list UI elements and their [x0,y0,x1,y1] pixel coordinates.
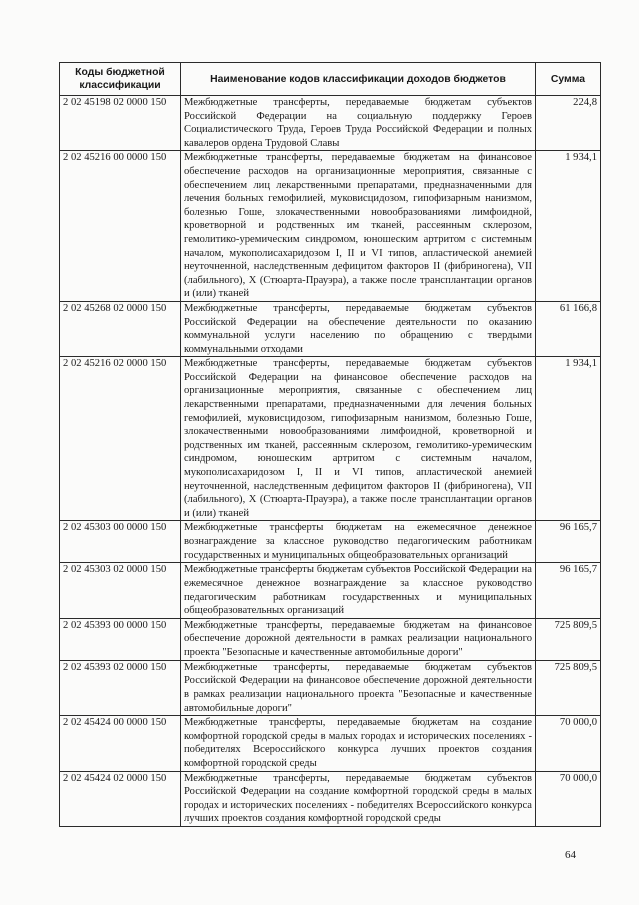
row-name: Межбюджетные трансферты бюджетам субъектов Российской Федерации на ежемесячное денежное вознаграждение за классное руководство педагогическим работникам государственных и муниципальных общеобразовательных организаций [181,563,536,618]
row-code: 2 02 45424 02 0000 150 [60,771,181,826]
row-code: 2 02 45198 02 0000 150 [60,96,181,151]
row-sum: 61 166,8 [536,301,601,356]
table-row [60,618,601,660]
row-name: Межбюджетные трансферты, передаваемые бюджетам на финансовое обеспечение дорожной деятельности в рамках реализации национального проекта "Безопасные и качественные автомобильные дороги" [181,618,536,660]
page-number: 64 [565,849,576,861]
table-row [60,716,601,771]
row-name: Межбюджетные трансферты, передаваемые бюджетам субъектов Российской Федерации на социальную поддержку Героев Социалистического Труда, Героев Труда Российской Федерации и полных кавалеров ордена Трудовой Славы [181,96,536,151]
table-row [60,563,601,618]
row-code: 2 02 45393 00 0000 150 [60,618,181,660]
row-sum: 70 000,0 [536,771,601,826]
table-row [60,521,601,563]
row-code: 2 02 45424 00 0000 150 [60,716,181,771]
row-name: Межбюджетные трансферты, передаваемые бюджетам субъектов Российской Федерации на создание комфортной городской среды в малых городах и исторических поселениях - победителях Всероссийского конкурса лучших проектов создания комфортной городской среды [181,771,536,826]
row-sum: 96 165,7 [536,521,601,563]
table-header-row [60,63,601,96]
row-name: Межбюджетные трансферты, передаваемые бюджетам субъектов Российской Федерации на финансовое обеспечение расходов на организационные мероприятия, связанные с обеспечением лиц лекарственными препаратами, предназначенными для лечения больных гемофилией, муковисцидозом, гипофизарным нанизмом, болезнью Гоше, злокачественными новообразованиями лимфоидной, кроветворной и родственных им тканей, рассеянным склерозом, гемолитико-уремическим синдромом, юношеским артритом с системным началом, мукополисахаридозом I, II и VI типов, апластической анемией неуточненной, наследственным дефицитом факторов II (фибриногена), VII (лабильного), X (Стюарта-Прауэра), а также после трансплантации органов и (или) тканей [181,357,536,521]
header-name: Наименование кодов классификации доходов бюджетов [181,63,536,96]
row-sum: 1 934,1 [536,357,601,521]
row-code: 2 02 45268 02 0000 150 [60,301,181,356]
row-name: Межбюджетные трансферты, передаваемые бюджетам субъектов Российской Федерации на финансовое обеспечение дорожной деятельности в рамках реализации национального проекта "Безопасные и качественные автомобильные дороги" [181,660,536,715]
header-code: Коды бюджетной классификации [60,63,181,96]
row-code: 2 02 45216 02 0000 150 [60,357,181,521]
table-row [60,96,601,151]
row-name: Межбюджетные трансферты бюджетам на ежемесячное денежное вознаграждение за классное руководство педагогическим работникам государственных и муниципальных общеобразовательных организаций [181,521,536,563]
table-row [60,357,601,521]
row-sum: 725 809,5 [536,660,601,715]
table-row [60,771,601,826]
table-row [60,660,601,715]
row-sum: 96 165,7 [536,563,601,618]
row-code: 2 02 45303 00 0000 150 [60,521,181,563]
budget-revenue-table [59,62,601,827]
row-code: 2 02 45393 02 0000 150 [60,660,181,715]
table-row [60,301,601,356]
row-name: Межбюджетные трансферты, передаваемые бюджетам на создание комфортной городской среды в малых городах и исторических поселениях - победителях Всероссийского конкурса лучших проектов создания комфортной городской среды [181,716,536,771]
row-name: Межбюджетные трансферты, передаваемые бюджетам на финансовое обеспечение расходов на организационные мероприятия, связанные с обеспечением лиц лекарственными препаратами, предназначенными для лечения больных гемофилией, муковисцидозом, гипофизарным нанизмом, болезнью Гоше, злокачественными новообразованиями лимфоидной, кроветворной и родственных им тканей, рассеянным склерозом, гемолитико-уремическим синдромом, юношеским артритом с системным началом, мукополисахаридозом I, II и VI типов, апластической анемией неуточненной, наследственным дефицитом факторов II (фибриногена), VII (лабильного), X (Стюарта-Прауэра), а также после трансплантации органов и (или) тканей [181,151,536,302]
row-sum: 224,8 [536,96,601,151]
row-code: 2 02 45303 02 0000 150 [60,563,181,618]
row-name: Межбюджетные трансферты, передаваемые бюджетам субъектов Российской Федерации на обеспечение деятельности по оказанию коммунальной услуги населению по обращению с твердыми коммунальными отходами [181,301,536,356]
row-sum: 725 809,5 [536,618,601,660]
row-code: 2 02 45216 00 0000 150 [60,151,181,302]
header-sum: Сумма [536,63,601,96]
row-sum: 1 934,1 [536,151,601,302]
table-row [60,151,601,302]
row-sum: 70 000,0 [536,716,601,771]
